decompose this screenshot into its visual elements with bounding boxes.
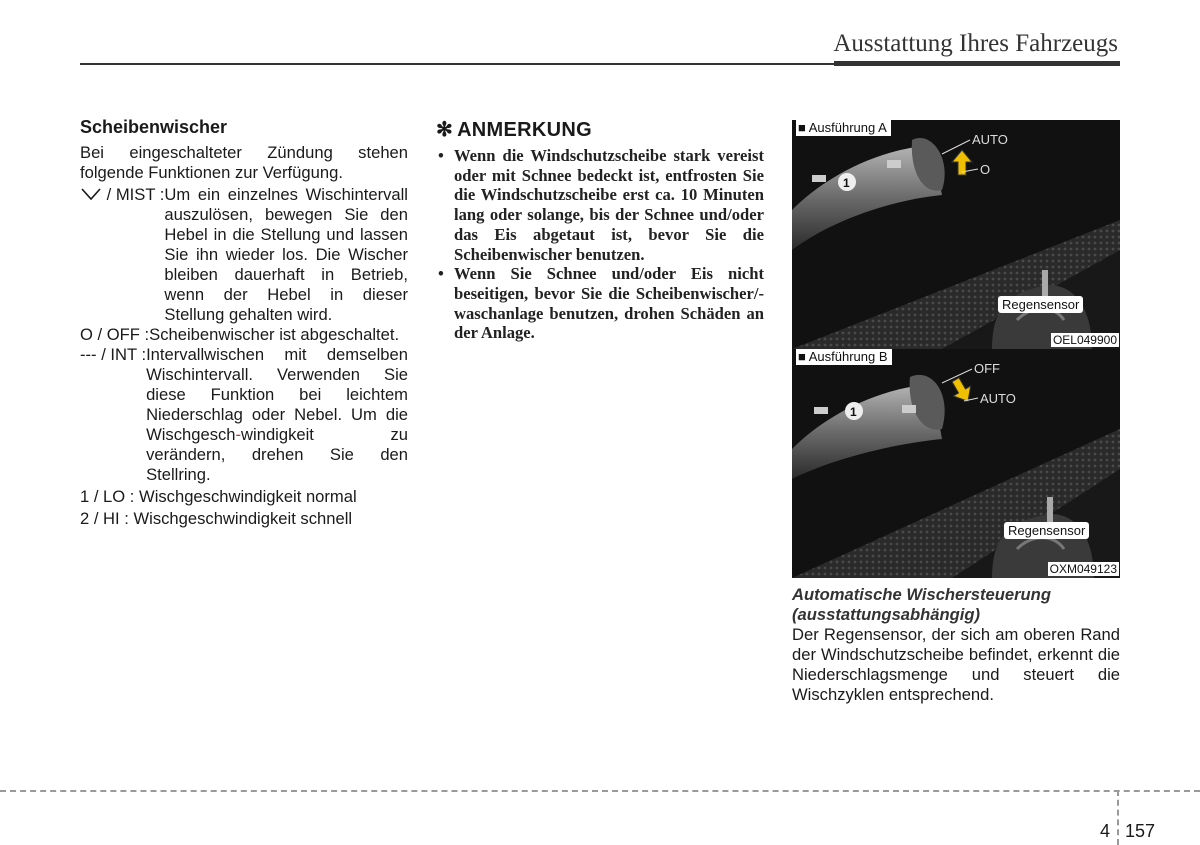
off-key: O / OFF : <box>80 325 150 344</box>
header-title: Ausstattung Ihres Fahrzeugs <box>833 30 1118 57</box>
hi-entry: 2 / HI : Wischgeschwindigkeit schnell <box>80 509 353 528</box>
note-star-icon: ✻ <box>436 119 454 141</box>
note-section <box>436 117 764 343</box>
off-entry <box>80 325 408 345</box>
figure-column <box>792 120 1120 705</box>
figure-b-sensor-label: Regensensor <box>1004 522 1089 539</box>
svg-text:1: 1 <box>843 176 850 190</box>
mist-entry <box>80 185 408 325</box>
header-rule-accent <box>834 61 1120 66</box>
lo-entry: 1 / LO : Wischgeschwindigkeit normal <box>80 487 357 506</box>
wiper-section <box>80 117 408 529</box>
int-entry <box>80 345 408 485</box>
wiper-stalk-photo-b <box>792 349 1120 578</box>
page-number: 157 <box>1125 821 1156 841</box>
mist-key <box>80 185 164 325</box>
int-desc <box>146 345 408 485</box>
auto-section-body: Der Regensensor, der sich am oberen Rand der Windschutzscheibe befindet, erkennt die Niederschlagsmenge und steuert die Wischzyklen entsprechend. <box>792 625 1120 704</box>
int-key: --- / INT : <box>80 345 147 364</box>
note-list <box>436 146 764 343</box>
figure-b-off-label: OFF <box>974 361 1000 376</box>
int-desc-end: windigkeit zu verändern, drehen Sie den Stellring. <box>146 425 408 484</box>
figure-b-code: OXM049123 <box>1049 562 1117 576</box>
figure-b-auto-label: AUTO <box>980 391 1016 406</box>
figure-a-auto-label: AUTO <box>972 132 1008 147</box>
mist-key-text: / MIST : <box>102 185 165 204</box>
mist-symbol-icon <box>80 187 102 201</box>
mist-desc: Um ein einzelnes Wischintervall auszulösen, bewegen Sie den Hebel in die Stellung und lassen Sie ihn wieder los. Die Wischer bleiben dauerhaft in Betrieb, wenn der Hebel in dieser Stellung gehalten wird. <box>164 185 408 324</box>
footer-vertical-divider <box>1117 790 1119 845</box>
figure-a-tag: ■ Ausführung A <box>796 120 891 136</box>
wiper-stalk-photo-a <box>792 120 1120 349</box>
note-item: • Wenn Sie Schnee und/oder Eis nicht beseitigen, bevor Sie die Scheibenwischer/-waschanlage benutzen, drohen Schäden an der Anlage. <box>436 264 764 343</box>
int-desc-hyphen: - <box>235 425 242 444</box>
figure-b-tag: ■ Ausführung B <box>796 349 892 365</box>
figure-b <box>792 349 1120 578</box>
off-desc: Scheibenwischer ist abgeschaltet. <box>149 325 400 344</box>
note-title: ANMERKUNG <box>457 119 592 141</box>
figure-a <box>792 120 1120 349</box>
int-desc-start: Intervallwischen mit demselben Wischintervall. Verwenden Sie diese Funktion bei leichtem Niederschlag oder Nebel. Um die Wischgesch <box>146 345 408 444</box>
note-item: • Wenn die Windschutzscheibe stark vereist oder mit Schnee bedeckt ist, entfrosten Sie die Windschutzscheibe erst ca. 10 Minuten lang oder solange, bis der Schnee und/oder das Eis abgetaut ist, bevor Sie die Scheibenwischer benutzen. <box>436 146 764 264</box>
note-heading <box>436 117 764 142</box>
footer-divider <box>0 790 1200 792</box>
figure-a-sensor-label: Regensensor <box>998 296 1083 313</box>
figure-a-o-label: O <box>980 162 991 177</box>
svg-text:1: 1 <box>850 405 857 419</box>
wiper-section-title: Scheibenwischer <box>80 117 228 137</box>
auto-section-title: Automatische Wischersteuerung (ausstattungsabhängig) <box>792 585 1051 624</box>
figure-a-code: OEL049900 <box>1052 333 1117 347</box>
chapter-number: 4 <box>1100 821 1111 841</box>
wiper-intro: Bei eingeschalteter Zündung stehen folgende Funktionen zur Verfügung. <box>80 143 408 182</box>
